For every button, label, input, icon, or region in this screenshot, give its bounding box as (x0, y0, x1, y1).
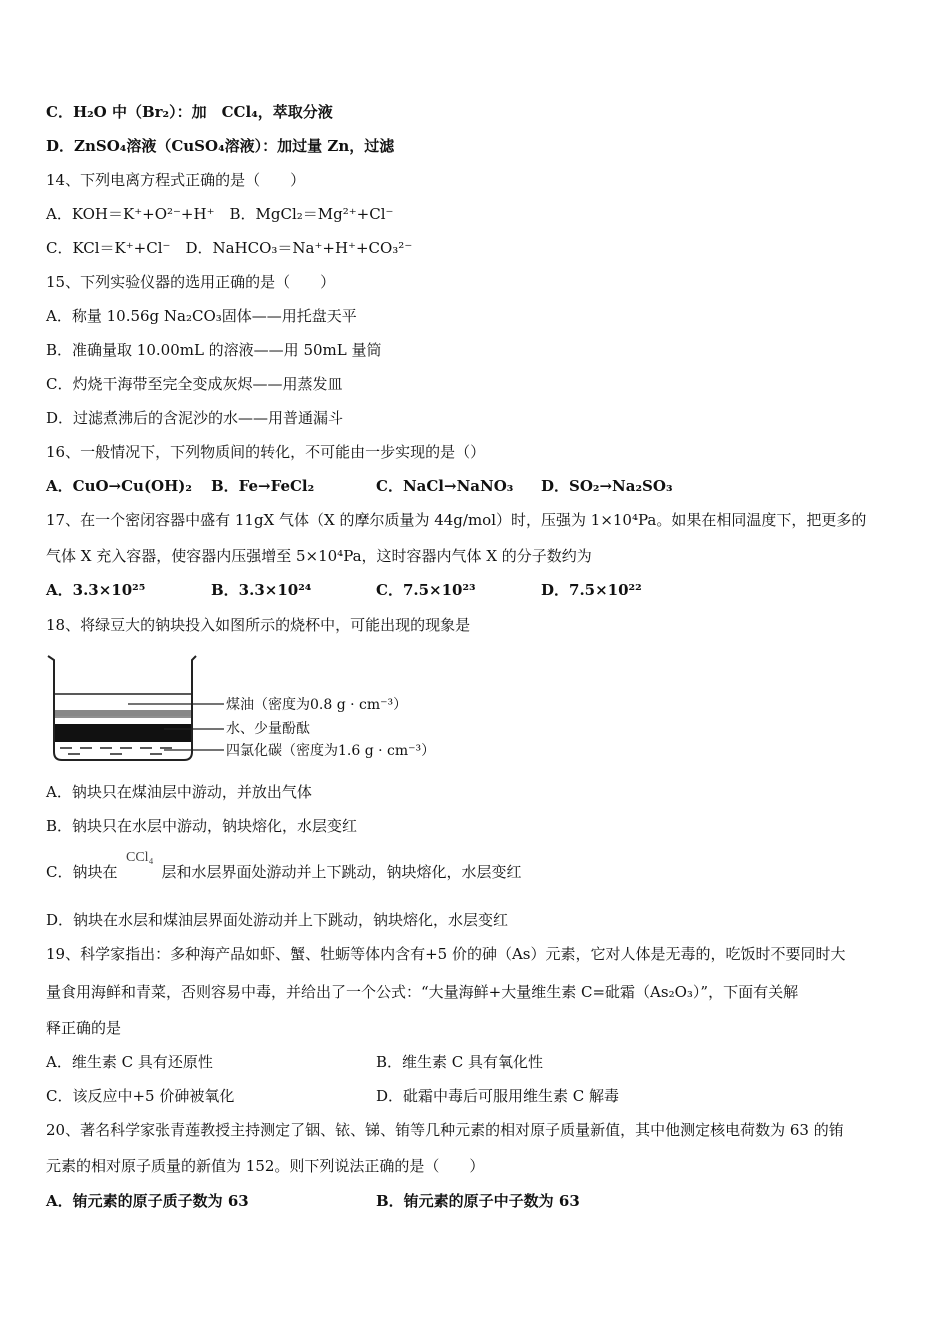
option-17-b: B．3.3×10²⁴ (211, 581, 312, 599)
question-16: 16、一般情况下，下列物质间的转化，不可能由一步实现的是（） (46, 443, 486, 461)
question-15: 15、下列实验仪器的选用正确的是（ ） (46, 273, 336, 291)
question-17-line-2: 气体 X 充入容器，使容器内压强增至 5×10⁴Pa，这时容器内气体 X 的分子数约为 (46, 547, 592, 565)
option-17-d: D．7.5×10²² (541, 581, 642, 599)
option-16-a: A．CuO→Cu(OH)₂ (46, 477, 192, 495)
question-17-line-1: 17、在一个密闭容器中盛有 11gX 气体（X 的摩尔质量为 44g/mol）时，压强为 1×10⁴Pa。如果在相同温度下，把更多的 (46, 511, 867, 529)
option-line: C．H₂O 中（Br₂）：加 CCl₄，萃取分液 (46, 103, 333, 121)
option-18-b: B．钠块只在水层中游动，钠块熔化，水层变红 (46, 817, 358, 835)
option-18-a: A．钠块只在煤油层中游动，并放出气体 (46, 783, 312, 801)
option-16-b: B．Fe→FeCl₂ (211, 477, 315, 495)
label-kerosene: 煤油（密度为0.8 g · cm⁻³） (226, 697, 408, 713)
options-14-cd: C．KCl＝K⁺+Cl⁻ D．NaHCO₃＝Na⁺+H⁺+CO₃²⁻ (46, 239, 413, 257)
question-19-line-2: 量食用海鲜和青菜，否则容易中毒，并给出了一个公式：“大量海鲜+大量维生素 C=砒霜（As₂O₃）”，下面有关解 (46, 983, 799, 1001)
question-18: 18、将绿豆大的钠块投入如图所示的烧杯中，可能出现的现象是 (46, 616, 471, 634)
option-20-b: B．铕元素的原子中子数为 63 (376, 1192, 580, 1210)
option-19-c: C．该反应中+5 价砷被氧化 (46, 1087, 235, 1105)
option-20-a: A．铕元素的原子质子数为 63 (46, 1192, 249, 1210)
option-18-c-prefix: C．钠块在 (46, 863, 118, 881)
options-19-cd (46, 1086, 619, 1106)
question-19-line-1: 19、科学家指出：多种海产品如虾、蟹、牡蛎等体内含有+5 价的砷（As）元素，它对人体是无毒的，吃饭时不要同时大 (46, 945, 846, 963)
option-15-d: D．过滤煮沸后的含泥沙的水——用普通漏斗 (46, 409, 344, 427)
label-water: 水、少量酚酞 (226, 721, 310, 737)
options-14-ab: A．KOH＝K⁺+O²⁻+H⁺ B．MgCl₂＝Mg²⁺+Cl⁻ (46, 205, 394, 223)
ccl4-formula: CCl₄ (126, 850, 154, 865)
option-17-a: A．3.3×10²⁵ (46, 581, 146, 599)
option-15-a: A．称量 10.56g Na₂CO₃固体——用托盘天平 (46, 307, 357, 325)
beaker-figure (44, 652, 444, 770)
option-15-c: C．灼烧干海带至完全变成灰烬——用蒸发皿 (46, 375, 343, 393)
option-line: D．ZnSO₄溶液（CuSO₄溶液）：加过量 Zn，过滤 (46, 137, 395, 155)
option-18-c-suffix: 层和水层界面处游动并上下跳动，钠块熔化，水层变红 (161, 863, 522, 881)
options-17 (46, 580, 642, 600)
option-19-b: B．维生素 C 具有氧化性 (376, 1053, 544, 1071)
option-16-c: C．NaCl→NaNO₃ (376, 477, 514, 495)
option-17-c: C．7.5×10²³ (376, 581, 476, 599)
options-16 (46, 476, 673, 496)
option-19-d: D．砒霜中毒后可服用维生素 C 解毒 (376, 1087, 620, 1105)
options-19-ab (46, 1052, 543, 1072)
question-20-line-1: 20、著名科学家张青莲教授主持测定了铟、铱、锑、铕等几种元素的相对原子质量新值，其中他测定核电荷数为 63 的铕 (46, 1121, 844, 1139)
option-18-c (46, 862, 522, 882)
label-ccl4: 四氯化碳（密度为1.6 g · cm⁻³） (226, 743, 436, 759)
option-16-d: D．SO₂→Na₂SO₃ (541, 477, 673, 495)
question-19-line-3: 释正确的是 (46, 1019, 122, 1037)
question-14: 14、下列电离方程式正确的是（ ） (46, 171, 306, 189)
option-19-a: A．维生素 C 具有还原性 (46, 1053, 213, 1071)
options-20-ab (46, 1191, 580, 1211)
option-15-b: B．准确量取 10.00mL 的溶液——用 50mL 量筒 (46, 341, 382, 359)
option-18-d: D．钠块在水层和煤油层界面处游动并上下跳动，钠块熔化，水层变红 (46, 911, 509, 929)
question-20-line-2: 元素的相对原子质量的新值为 152。则下列说法正确的是（ ） (46, 1157, 485, 1175)
